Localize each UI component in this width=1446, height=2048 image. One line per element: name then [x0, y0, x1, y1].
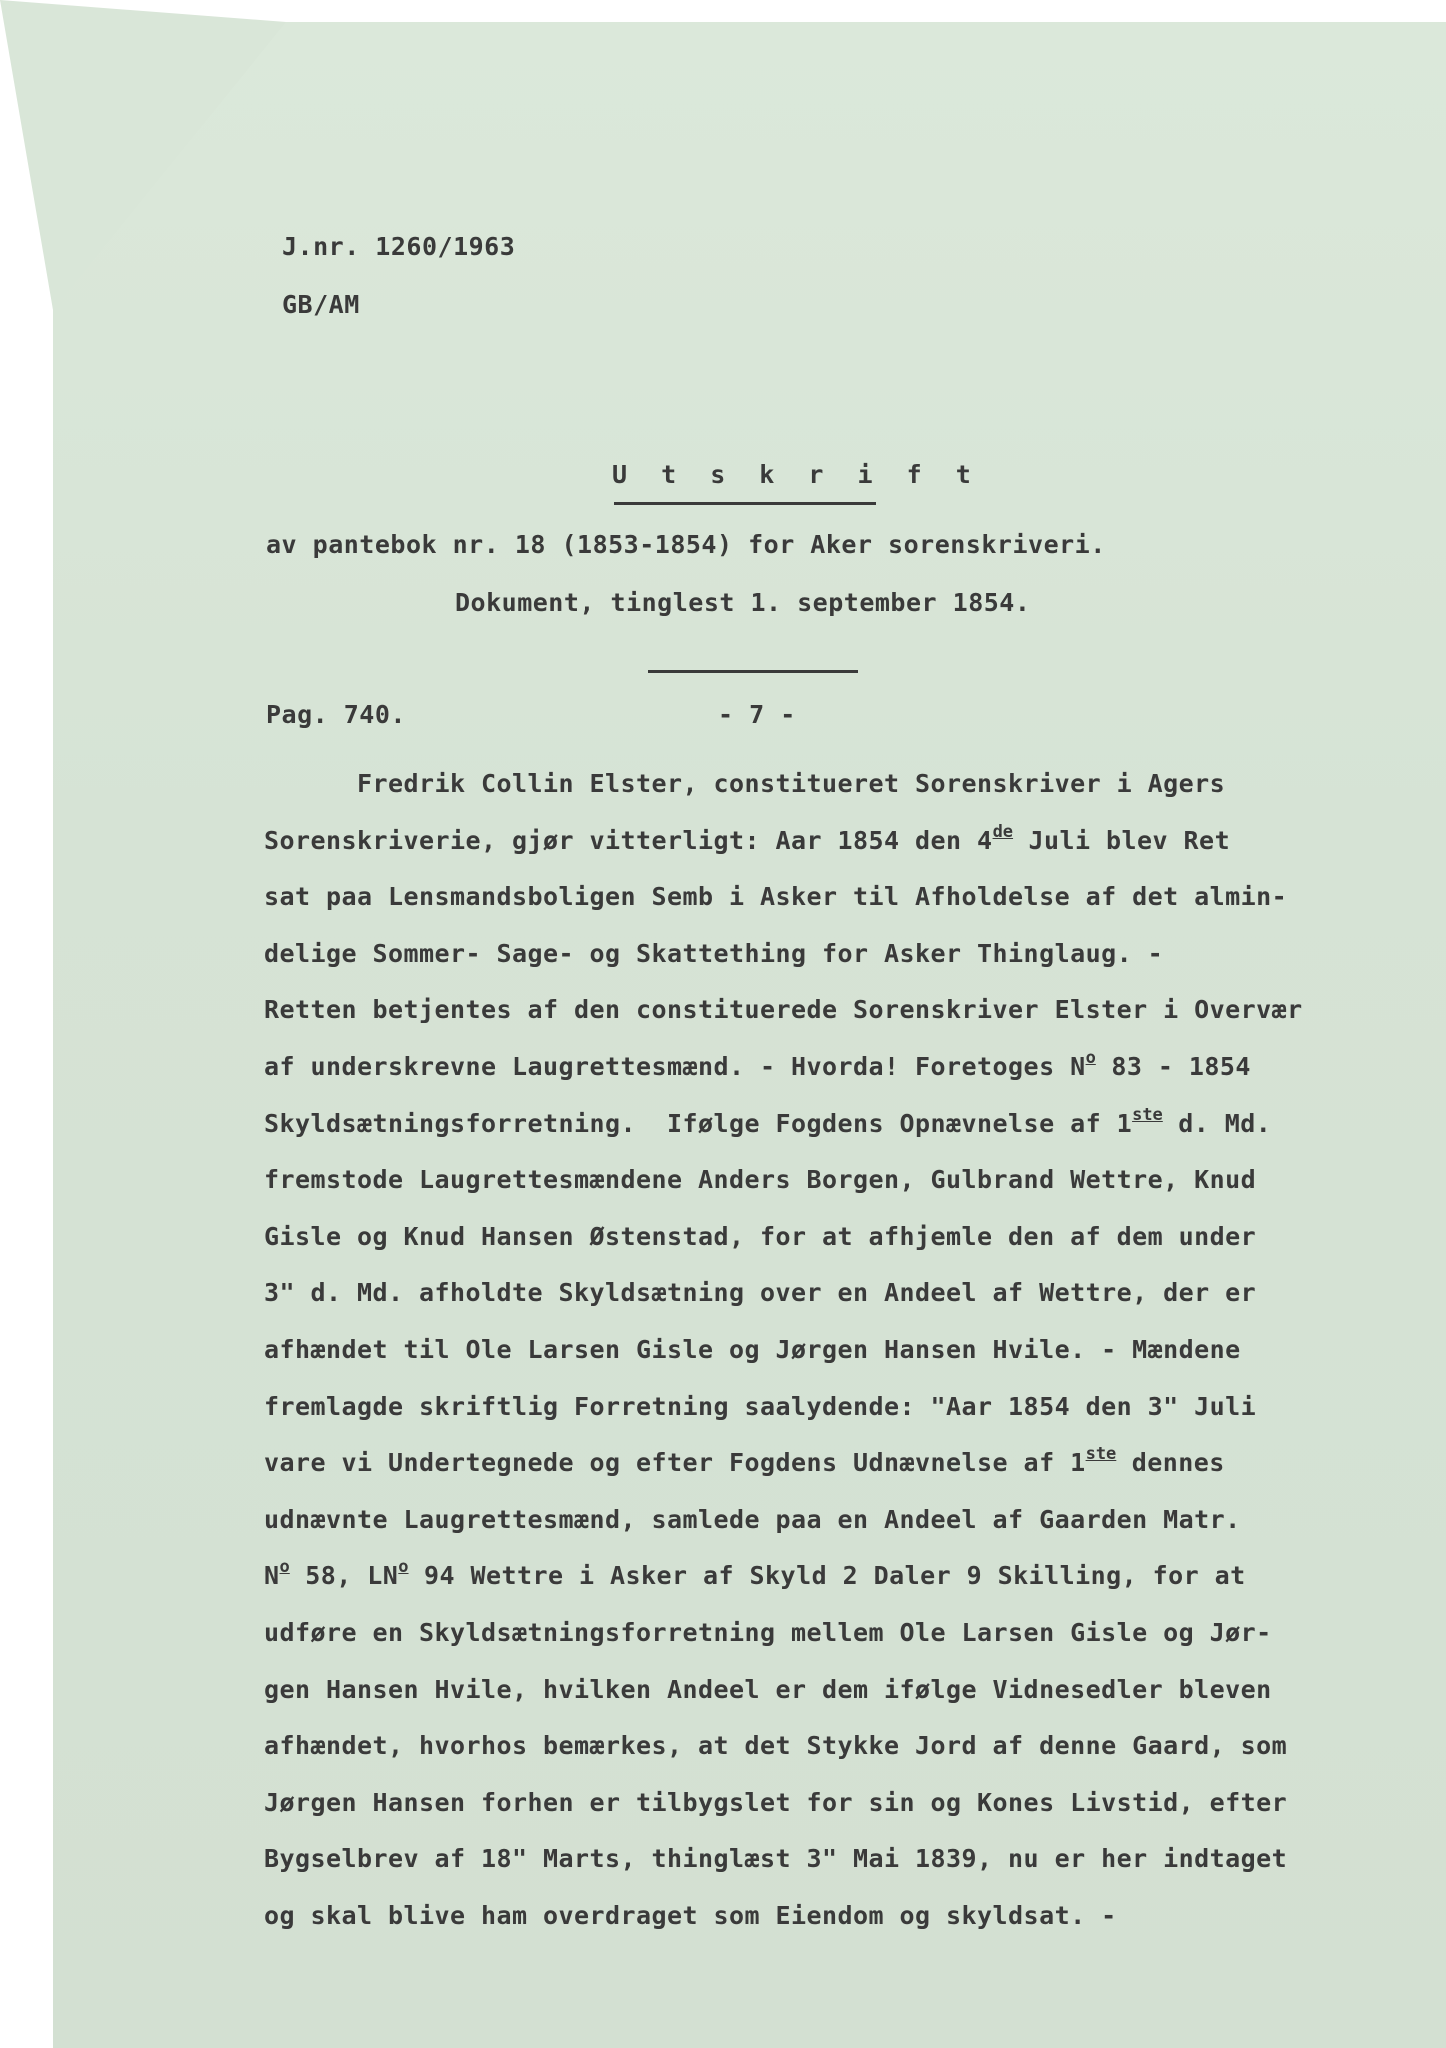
body-line — [264, 1888, 1434, 1945]
body-line — [264, 926, 1434, 983]
body-text: Juli blev Ret — [1013, 825, 1231, 855]
body-text: udnævnte Laugrettesmænd, samlede paa en Andeel af Gaarden Matr. — [264, 1504, 1241, 1534]
body-line — [264, 982, 1434, 1039]
subtitle-line-1: av pantebok nr. 18 (1853-1854) for Aker sorenskriveri. — [266, 530, 1106, 559]
body-text: gen Hansen Hvile, hvilken Andeel er dem ifølge Vidnesedler bleven — [264, 1674, 1272, 1704]
body-text: sat paa Lensmandsboligen Semb i Asker til Afholdelse af det almin- — [264, 882, 1288, 912]
subtitle-line-2: Dokument, tinglest 1. september 1854. — [455, 588, 1031, 617]
body-line — [264, 1152, 1434, 1209]
body-text: 94 Wettre i Asker af Skyld 2 Daler 9 Skilling, for at — [408, 1561, 1246, 1591]
body-line — [264, 1492, 1434, 1549]
body-line — [264, 1096, 1434, 1153]
body-line — [264, 756, 1434, 813]
body-text: afhændet, hvorhos bemærkes, at det Stykke Jord af denne Gaard, som — [264, 1731, 1288, 1761]
body-text: 58, LN — [289, 1561, 399, 1591]
page-marker: - 7 - — [718, 700, 796, 729]
title-underline — [614, 502, 876, 505]
body-text: og skal blive ham overdraget som Eiendom og skyldsat. - — [264, 1900, 1117, 1930]
document-body — [264, 756, 1434, 1944]
body-line — [264, 1548, 1434, 1605]
superscript: de — [992, 821, 1014, 842]
document-title: U t s k r i f t — [612, 460, 981, 489]
initials: GB/AM — [282, 290, 360, 319]
body-text: 83 - 1854 — [1095, 1051, 1251, 1081]
body-line — [264, 1322, 1434, 1379]
superscript: o — [1085, 1047, 1096, 1068]
body-line — [264, 1831, 1434, 1888]
body-text: delige Sommer- Sage- og Skattething for Asker Thinglaug. - — [264, 938, 1164, 968]
body-text: fremlagde skriftlig Forretning saalydende: "Aar 1854 den 3" Juli — [264, 1391, 1257, 1421]
body-line — [264, 1605, 1434, 1662]
body-text: Sorenskriverie, gjør vitterligt: Aar 1854 den 4 — [264, 825, 993, 855]
body-line — [264, 1379, 1434, 1436]
body-text: Gisle og Knud Hansen Østenstad, for at afhjemle den af dem under — [264, 1221, 1257, 1251]
body-text: d. Md. — [1162, 1108, 1272, 1138]
superscript: o — [398, 1557, 409, 1578]
body-text: Retten betjentes af den constituerede Sorenskriver Elster i Overvær — [264, 995, 1303, 1025]
body-line — [264, 813, 1434, 870]
section-divider — [648, 670, 858, 673]
body-line — [264, 1718, 1434, 1775]
body-text: Bygselbrev af 18" Marts, thinglæst 3" Mai 1839, nu er her indtaget — [264, 1844, 1288, 1874]
journal-number: J.nr. 1260/1963 — [282, 232, 516, 261]
superscript: o — [279, 1557, 290, 1578]
body-text: afhændet til Ole Larsen Gisle og Jørgen Hansen Hvile. - Mændene — [264, 1334, 1241, 1364]
body-line — [264, 1662, 1434, 1719]
superscript: ste — [1085, 1444, 1117, 1465]
body-line — [264, 1209, 1434, 1266]
body-line — [264, 1039, 1434, 1096]
body-text: Jørgen Hansen forhen er tilbygslet for sin og Kones Livstid, efter — [264, 1787, 1288, 1817]
body-text: Skyldsætningsforretning. Ifølge Fogdens Opnævnelse af 1 — [264, 1108, 1133, 1138]
body-line — [264, 1775, 1434, 1832]
body-text: fremstode Laugrettesmændene Anders Borgen, Gulbrand Wettre, Knud — [264, 1165, 1257, 1195]
body-text: vare vi Undertegnede og efter Fogdens Udnævnelse af 1 — [264, 1448, 1086, 1478]
body-text: dennes — [1116, 1448, 1225, 1478]
page-reference: Pag. 740. — [266, 700, 406, 729]
superscript: ste — [1132, 1104, 1163, 1125]
body-text: Fredrik Collin Elster, constitueret Sorenskriver i Agers — [264, 769, 1226, 798]
body-text: 3" d. Md. afholdte Skyldsætning over en Andeel af Wettre, der er — [264, 1278, 1257, 1308]
body-line — [264, 1265, 1434, 1322]
body-text: udføre en Skyldsætningsforretning mellem Ole Larsen Gisle og Jør- — [264, 1617, 1272, 1647]
body-line — [264, 1435, 1434, 1492]
body-line — [264, 869, 1434, 926]
body-text: N — [264, 1561, 280, 1591]
body-text: af underskrevne Laugrettesmænd. - Hvorda! Foretoges N — [264, 1051, 1086, 1081]
